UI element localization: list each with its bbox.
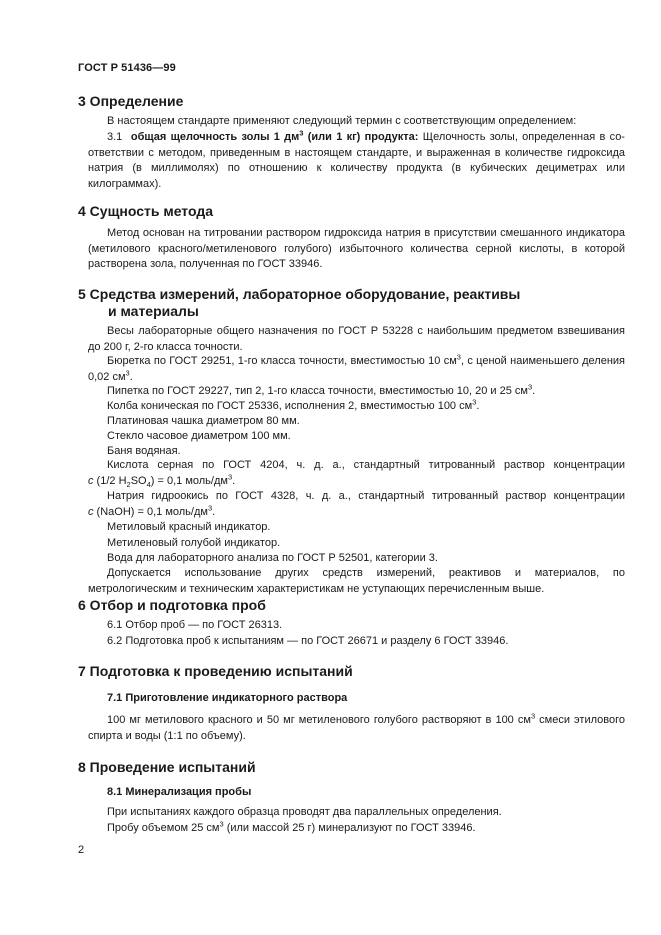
section-7-subtitle: 7.1 Приготовление индикаторного раствора [107,692,348,704]
section-5-title-line-2: и материалы [108,303,199,319]
section-5-sodium-hydroxide [88,489,625,520]
section-5-title-line-1: 5 Средства измерений, лабораторное оборудование, реактивы [78,286,521,302]
section-8-line-1: При испытаниях каждого образца проводят два параллельных определения. [107,806,502,818]
section-8-subtitle: 8.1 Минерализация пробы [107,786,252,798]
section-5-water-bath: Баня водяная. [107,445,181,457]
section-5-methyl-red: Метиловый красный индикатор. [107,521,271,533]
section-8-line-2: Пробу объемом 25 $см^3$ (или массой 25 г) минерализуют по ГОСТ 33946. [107,819,476,834]
section-5-methylene-blue: Метиленовый голубой индикатор. [107,537,281,549]
section-7-title: 7 Подготовка к проведению испытаний [78,663,353,679]
section-5-pipette: Пипетка по ГОСТ 29227, тип 2, 1-го класса точности, вместимостью 10, 20 и 25 $см^3$. [107,382,536,397]
section-5-flask: Колба коническая по ГОСТ 25336, исполнения 2, вместимостью 100 $см^3$. [107,397,480,412]
section-5-allowance: Допускается использование других средств измерений, реактивов и материалов, по метрологическим и техническим характеристикам не уступающих перечисленным выше. [88,567,625,595]
definition-text-rest: ответствии с методом, приведенным в настоящем стандарте, и выраженная в количестве гидроксида натрия (в миллимолях) по отношению к количеству продукта (в кубических дециметрах или килограммах). [88,146,625,190]
definition-number: 3.1 [107,131,123,143]
section-5-scales: Весы лабораторные общего назначения по ГОСТ Р 53228 с наибольшим предметом взвешивания до 200 г, 2-го класса точности. [88,325,625,353]
definition-first-line [88,130,625,146]
section-7-text: 100 мг метилового красного и 50 мг метиленового голубого растворяют в 100 $см^3$ смеси этилового спирта и воды (1:1 по объему). [88,711,625,742]
document-header: ГОСТ Р 51436—99 [78,62,176,74]
section-8-title: 8 Проведение испытаний [78,759,256,775]
section-4-title: 4 Сущность метода [78,203,214,219]
defined-term: общая щелочность золы 1 $дм^3$ (или 1 кг) продукта: [130,128,419,143]
section-6-item-1: 6.1 Отбор проб — по ГОСТ 26313. [107,619,283,631]
section-5-burette: Бюретка по ГОСТ 29251, 1-го класса точности, вместимостью 10 $см^3$, с ценой наименьшего деления 0,02 $см^3$. [88,352,625,383]
section-5-platinum-dish: Платиновая чашка диаметром 80 мм. [107,415,300,427]
definition-text-start: Щелочность золы, определенная в со- [422,131,625,143]
section-3-intro: В настоящем стандарте применяют следующий термин с соответствующим определением: [107,115,577,127]
section-5-sulfuric-acid [88,458,625,489]
section-4-text: Метод основан на титровании раствором гидроксида натрия в присутствии смешанного индикатора (метилового красного/метиленового голубого) избыточного количества серной кислоты, в которой растворена зола, полученная по ГОСТ 33946. [88,227,625,271]
sodium-hydroxide-line-1: Натрия гидроокись по ГОСТ 4328, ч. д. а., стандартный титрованный раствор концентрации [107,490,625,502]
section-3-definition [88,130,625,192]
section-5-watch-glass: Стекло часовое диаметром 100 мм. [107,430,291,442]
sulfuric-acid-line-1: Кислота серная по ГОСТ 4204, ч. д. а., стандартный титрованный раствор концентрации [107,459,625,471]
page-number: 2 [78,844,85,856]
section-6-title: 6 Отбор и подготовка проб [78,597,266,613]
sodium-hydroxide-line-2: c (NaOH) = 0,1 моль/$дм^3$. [88,502,216,518]
section-3-title: 3 Определение [78,93,184,109]
section-6-item-2: 6.2 Подготовка проб к испытаниям — по ГОСТ 26671 и разделу 6 ГОСТ 33946. [107,635,509,647]
section-5-water: Вода для лабораторного анализа по ГОСТ Р 52501, категории 3. [107,552,438,564]
sulfuric-acid-line-2: c (1/2 $H_2SO_4) = 0,1$ моль/$дм^3$. [88,471,236,489]
